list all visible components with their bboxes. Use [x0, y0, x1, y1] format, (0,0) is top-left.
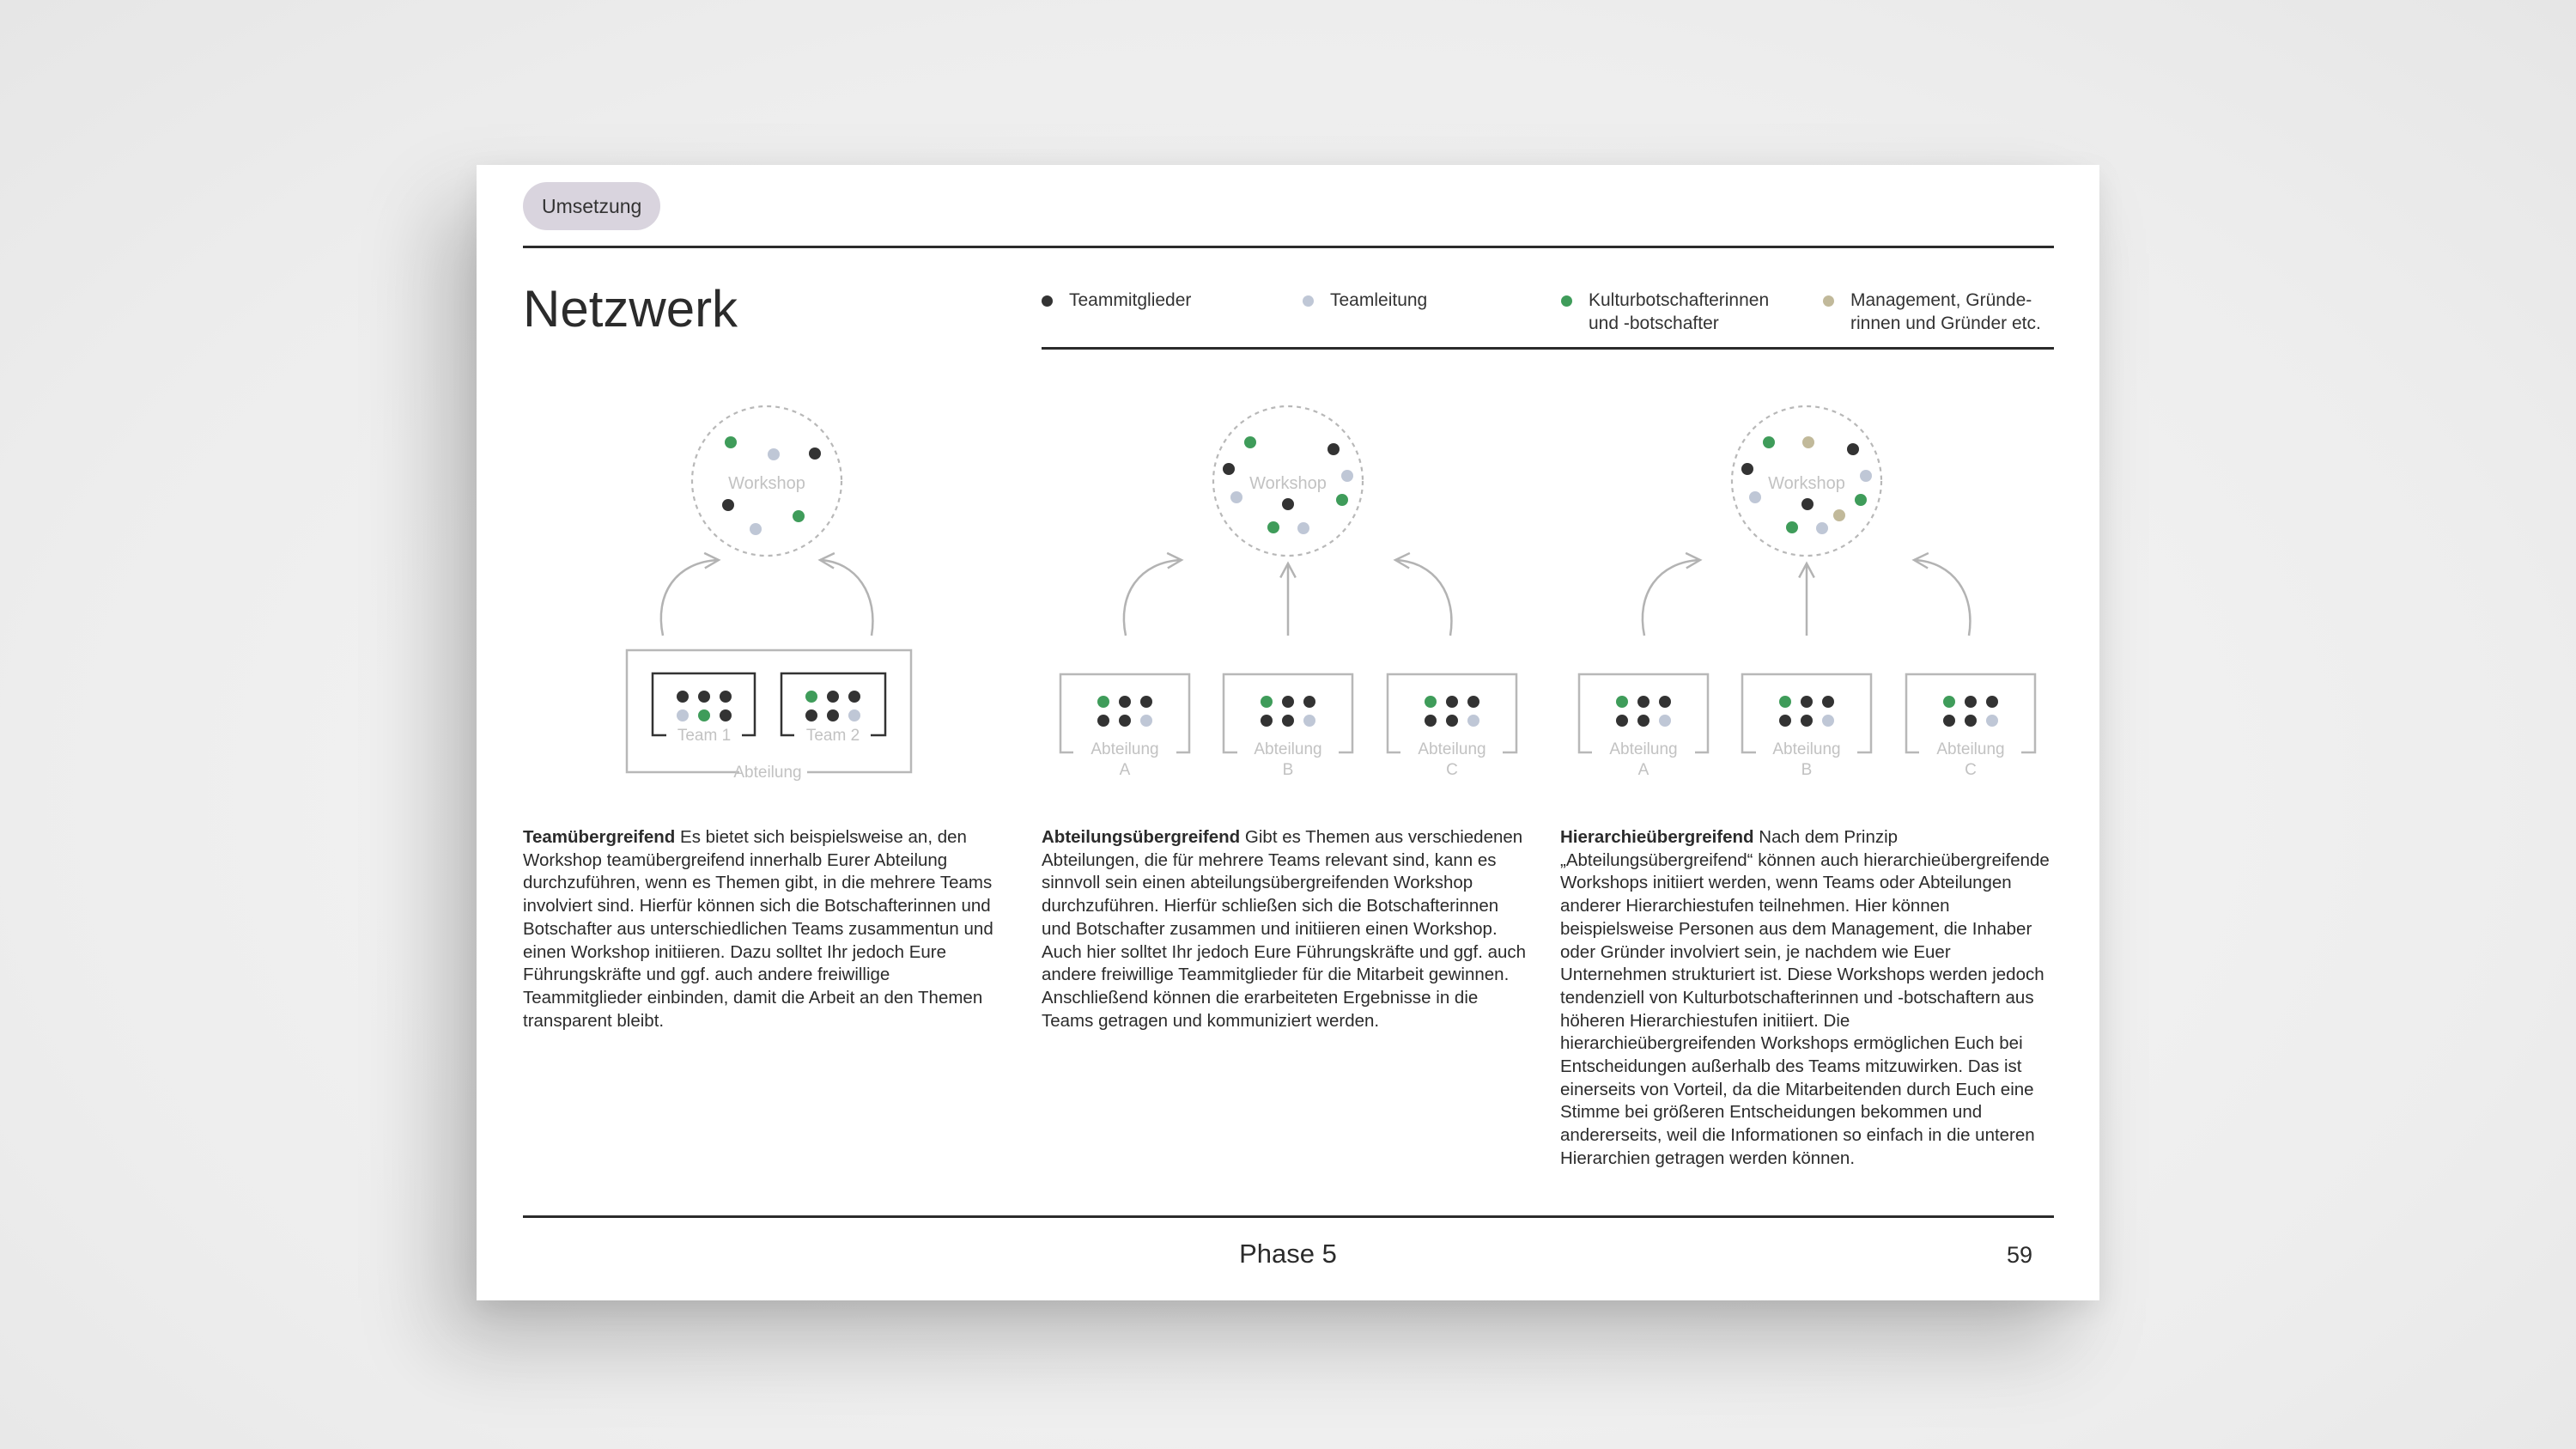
- dot-dark: [1282, 696, 1294, 708]
- column-body: Gibt es Themen aus verschiedenen Abteilungen, die für mehrere Teams relevant sind, kann es sinnvoll sein einen abteilungsübergreifenden Workshop durchzuführen. Hierfür schließen sich die Botschafterinnen und Botschafter zusammen und initiieren einen Workshop. Auch hier solltet Ihr jedoch Eure Führungskräfte und ggf. auch andere freiwillige Teammitglieder für die Mitarbeit gewinnen. Anschließend können die erarbeiteten Ergebnisse in die Teams getragen und kommuniziert werden.: [1042, 827, 1527, 1031]
- workshop-label: Workshop: [728, 474, 805, 493]
- dot-dark: [1822, 696, 1834, 708]
- dot-dark: [1801, 715, 1813, 727]
- legend-label: Teammitglieder: [1069, 290, 1192, 310]
- dot-dark: [1637, 696, 1649, 708]
- diagram-team-spanning: [627, 406, 911, 782]
- box-label-line2: B: [1282, 761, 1294, 779]
- box-label-line2: B: [1801, 761, 1813, 779]
- section-tag: Umsetzung: [523, 182, 660, 230]
- legend-label: Management, Gründe-rinnen und Gründer etc.: [1850, 290, 2041, 333]
- box-label-line1: Abteilung: [1936, 740, 2005, 758]
- dot-dark: [1943, 715, 1955, 727]
- team2-label: Team 2: [805, 727, 860, 745]
- dot-dark: [1223, 463, 1235, 475]
- legend-label: Teamleitung: [1330, 290, 1428, 310]
- dot-grey: [1341, 470, 1353, 482]
- dot-grey: [1749, 491, 1761, 503]
- abteilung-container: [627, 650, 911, 772]
- arrow-right: [1914, 560, 1970, 636]
- dot-green: [793, 510, 805, 522]
- dot-dark: [1327, 443, 1340, 455]
- box-label-line2: C: [1446, 761, 1458, 779]
- page-title: Netzwerk: [523, 280, 738, 338]
- dot-green: [1097, 696, 1109, 708]
- arrow-left: [1124, 560, 1182, 636]
- footer-rule: [523, 1215, 2054, 1218]
- dot-green: [1943, 696, 1955, 708]
- dot-grey: [768, 448, 780, 460]
- dot-dark: [1303, 696, 1315, 708]
- box-label-line1: Abteilung: [1772, 740, 1841, 758]
- workshop-label: Workshop: [1768, 474, 1845, 493]
- dot-grey: [1140, 715, 1152, 727]
- column-hierarchy-spanning: [1560, 826, 2050, 1171]
- dot-green: [698, 709, 710, 721]
- dot-dark: [809, 447, 821, 460]
- dot-dark: [1140, 696, 1152, 708]
- network-diagrams: [477, 165, 2099, 818]
- dot-dark: [698, 691, 710, 703]
- box-label-line1: Abteilung: [1418, 740, 1486, 758]
- dot-green: [1244, 436, 1256, 448]
- box-label-line1: Abteilung: [1091, 740, 1159, 758]
- dot-grey: [1659, 715, 1671, 727]
- team1-label: Team 1: [677, 727, 732, 745]
- dot-dark: [827, 709, 839, 721]
- dot-dark: [1741, 463, 1753, 475]
- dot-dark: [1119, 715, 1131, 727]
- dot-green: [1267, 521, 1279, 533]
- dot-green: [1763, 436, 1775, 448]
- box-label-line2: A: [1637, 761, 1649, 779]
- dot-dark: [1446, 715, 1458, 727]
- workshop-label: Workshop: [1249, 474, 1327, 493]
- column-heading: Hierarchieübergreifend: [1560, 827, 1754, 847]
- dot-green: [725, 436, 737, 448]
- dot-grey: [1816, 522, 1828, 534]
- dot-grey: [1860, 470, 1872, 482]
- dot-grey: [1467, 715, 1479, 727]
- dot-dark: [1779, 715, 1791, 727]
- dot-dark: [1986, 696, 1998, 708]
- dot-grey: [677, 709, 689, 721]
- dot-dark: [1261, 715, 1273, 727]
- dot-khaki: [1802, 436, 1814, 448]
- column-team-spanning: [523, 826, 1012, 1032]
- footer-phase: Phase 5: [1239, 1239, 1337, 1269]
- column-department-spanning: [1042, 826, 1531, 1032]
- dot-grey: [1230, 491, 1242, 503]
- dot-dark: [720, 691, 732, 703]
- dot-dark: [1616, 715, 1628, 727]
- dot-grey: [750, 523, 762, 535]
- legend-label: Kulturbotschafterinnen und -botschafter: [1589, 290, 1770, 333]
- arrow-right: [1395, 560, 1451, 636]
- dot-grey: [1303, 715, 1315, 727]
- dot-grey: [1822, 715, 1834, 727]
- dot-dark: [1965, 715, 1977, 727]
- dot-grey: [848, 709, 860, 721]
- diagram-hierarchy-spanning: [1579, 406, 2035, 779]
- dot-dark: [1965, 696, 1977, 708]
- dot-dark: [1097, 715, 1109, 727]
- dot-green: [1336, 494, 1348, 506]
- dot-dark: [1425, 715, 1437, 727]
- dot-dark: [677, 691, 689, 703]
- dot-green: [1779, 696, 1791, 708]
- diagram-department-spanning: [1060, 406, 1516, 779]
- dot-dark: [1801, 696, 1813, 708]
- dot-green: [805, 691, 817, 703]
- dot-dark: [1801, 498, 1814, 510]
- dot-dark: [1847, 443, 1859, 455]
- dot-dark: [1467, 696, 1479, 708]
- column-heading: Teamübergreifend: [523, 827, 676, 847]
- dot-grey: [1986, 715, 1998, 727]
- box-label-line1: Abteilung: [1254, 740, 1322, 758]
- box-label-line1: Abteilung: [1609, 740, 1678, 758]
- dot-green: [1261, 696, 1273, 708]
- dot-green: [1855, 494, 1867, 506]
- dot-green: [1786, 521, 1798, 533]
- dot-dark: [1282, 715, 1294, 727]
- column-body: Es bietet sich beispielsweise an, den Workshop teamübergreifend innerhalb Eurer Abteilung durchzuführen, wenn es Themen gibt, in die mehrere Teams involviert sind. Hierfür können sich die Botschafterinnen und Botschafter aus unterschiedlichen Teams zusammentun und einen Workshop initiieren. Dazu solltet Ihr jedoch Eure Führungskräfte und ggf. auch andere freiwillige Teammitglieder einbinden, damit die Arbeit an den Themen transparent bleibt.: [523, 827, 993, 1031]
- dot-dark: [1637, 715, 1649, 727]
- dot-green: [1616, 696, 1628, 708]
- document-page: [477, 165, 2099, 1300]
- abteilung-label: Abteilung: [733, 764, 802, 782]
- dot-grey: [1297, 522, 1309, 534]
- box-label-line2: C: [1965, 761, 1977, 779]
- dot-dark: [1282, 498, 1294, 510]
- dot-dark: [1659, 696, 1671, 708]
- dot-dark: [1446, 696, 1458, 708]
- dot-dark: [722, 499, 734, 511]
- dot-dark: [805, 709, 817, 721]
- dot-dark: [720, 709, 732, 721]
- dot-dark: [1119, 696, 1131, 708]
- column-heading: Abteilungsübergreifend: [1042, 827, 1241, 847]
- column-body: Nach dem Prinzip „Abteilungsübergreifend“ können auch hierarchieübergreifende Workshops initiiert werden, wenn Teams oder Abteilungen anderer Hierarchiestufen teilnehmen. Hier können beispielsweise Personen aus dem Management, die Inhaber oder Gründer involviert sein, je nachdem wie Euer Unternehmen strukturiert ist. Diese Workshops werden jedoch tendenziell von Kulturbotschafterinnen und -botschaftern aus höheren Hierarchiestufen initiiert. Die hierarchieübergreifenden Workshops ermöglichen Euch bei Entscheidungen außerhalb des Teams mitzuwirken. Das ist einerseits von Vorteil, da die Mitarbeitenden durch Euch eine Stimme bei größeren Entscheidungen bekommen und andererseits, weil die Informationen so einfach in die unteren Hierarchien getragen werden können.: [1560, 827, 2050, 1168]
- arrow-right: [820, 560, 872, 636]
- arrow-left: [1643, 560, 1700, 636]
- dot-dark: [848, 691, 860, 703]
- box-label-line2: A: [1119, 761, 1131, 779]
- dot-dark: [827, 691, 839, 703]
- dot-khaki: [1833, 509, 1845, 521]
- page-number: 59: [2006, 1242, 2032, 1268]
- dot-green: [1425, 696, 1437, 708]
- arrow-left: [661, 560, 719, 636]
